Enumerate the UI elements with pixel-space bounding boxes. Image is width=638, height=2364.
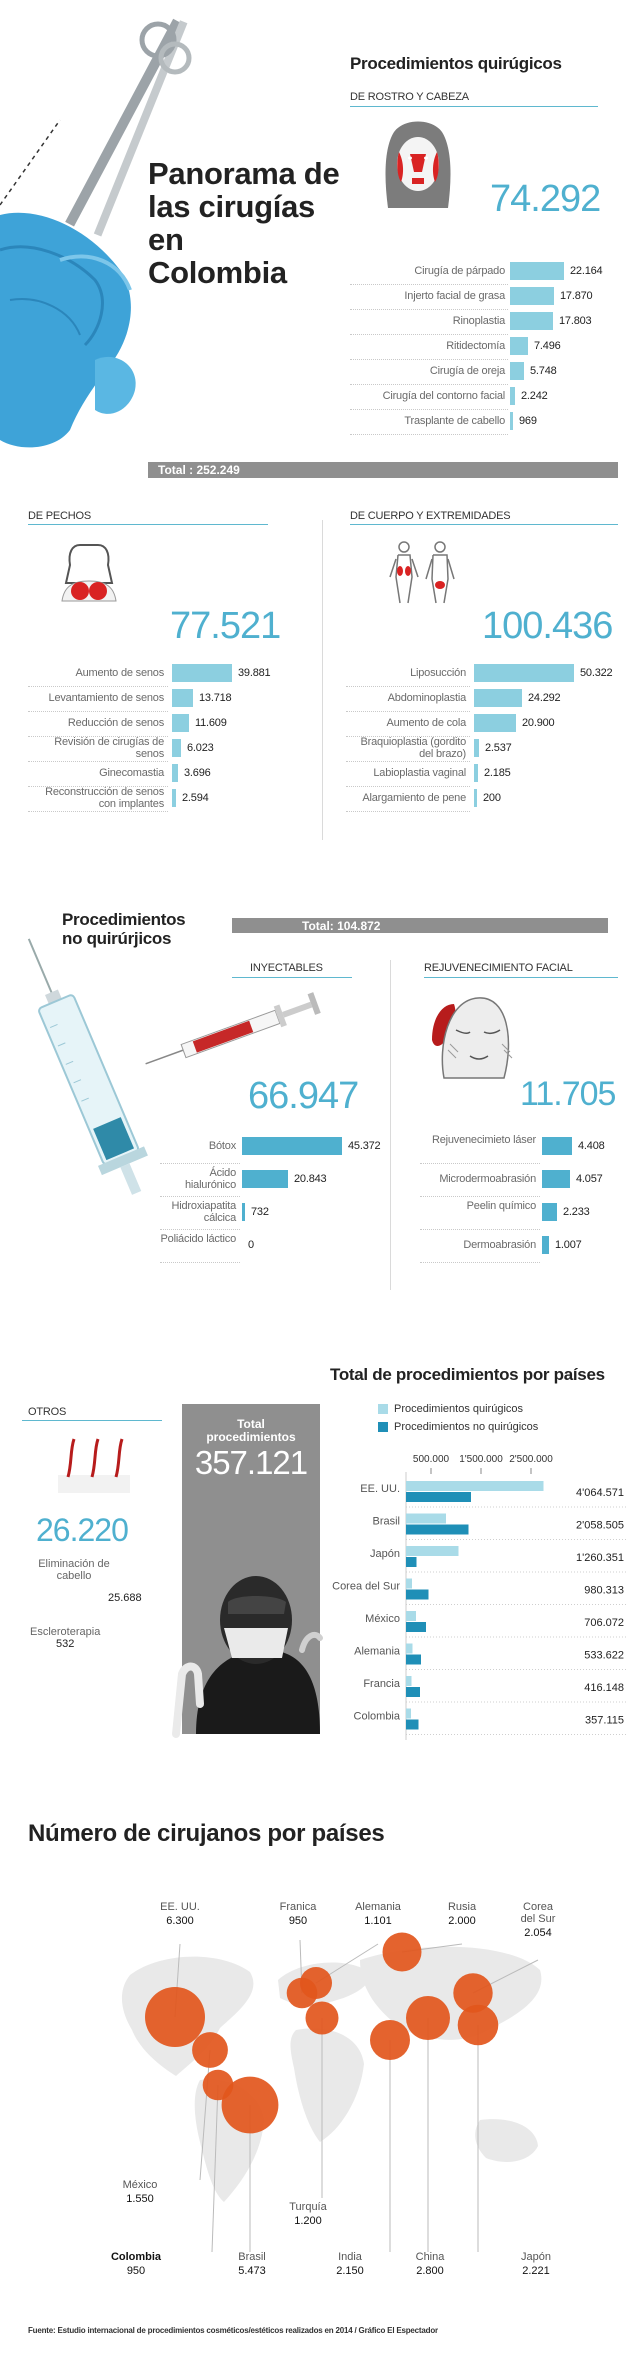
cuerpo-row-1-bar — [474, 664, 574, 682]
total-procedimientos-label — [182, 1418, 320, 1444]
map-label-2-value: 950 — [288, 1915, 308, 1927]
main-title-line-1: Panorama de — [148, 156, 340, 191]
paises-xtick-3: 2'500.000 — [509, 1454, 553, 1465]
inyectables-row-2-label: Ácido hialurónico — [184, 1167, 236, 1191]
cuerpo-row-1-separator — [346, 686, 470, 687]
pechos-row-1-separator — [28, 686, 168, 687]
inyectables-underline — [232, 977, 352, 978]
paises-title: Total de procedimientos por países — [330, 1365, 605, 1384]
pechos-cuerpo-divider — [322, 520, 323, 840]
cuerpo-row-1-label: Liposucción — [410, 667, 466, 679]
inyectables-row-4-value: 0 — [248, 1239, 254, 1251]
rostro-row-4-bar — [510, 337, 528, 355]
paises-bar-noquir-8 — [406, 1720, 419, 1730]
face-icon — [380, 118, 456, 210]
otros-item-1-label: Eliminación de cabello — [38, 1558, 110, 1582]
map-label-5-name: Corea del Sur — [520, 1901, 556, 1925]
rostro-section-label: DE ROSTRO Y CABEZA — [350, 91, 469, 103]
rejuvenecimiento-row-3-separator — [420, 1229, 540, 1230]
paises-category-1: EE. UU. — [360, 1483, 400, 1495]
pechos-row-6-label: Reconstrucción de senos con implantes — [45, 786, 164, 810]
pechos-row-4-value: 6.023 — [187, 742, 214, 754]
map-label-3-name: Alemania — [355, 1901, 401, 1913]
inyectables-row-3-separator — [160, 1229, 240, 1230]
cuerpo-row-6-separator — [346, 811, 470, 812]
map-label-12-value: 2.221 — [522, 2265, 550, 2277]
paises-category-7: Francia — [363, 1678, 400, 1690]
cuerpo-row-6-bar — [474, 789, 477, 807]
rejuvenecimiento-row-1-label: Rejuvenecimieto láser — [431, 1134, 536, 1146]
paises-bar-noquir-7 — [406, 1687, 420, 1697]
map-label-8-name: Colombia — [110, 2251, 162, 2263]
cuerpo-row-1-value: 50.322 — [580, 667, 613, 679]
cuerpo-row-3-bar — [474, 714, 516, 732]
total-procedimientos-panel — [182, 1404, 320, 1734]
inyectables-row-4-separator — [160, 1262, 240, 1263]
rostro-row-4-label: Ritidectomía — [446, 340, 505, 352]
inyectables-total: 66.947 — [248, 1075, 359, 1117]
cuerpo-row-3-label: Aumento de cola — [386, 717, 466, 729]
pechos-row-5-value: 3.696 — [184, 767, 211, 779]
cuerpo-total: 100.436 — [482, 605, 613, 647]
rostro-row-1-separator — [350, 284, 508, 285]
rejuvenecimiento-row-3-label: Peelin químico — [466, 1200, 536, 1212]
rejuvenecimiento-row-2-separator — [420, 1196, 540, 1197]
paises-category-6: Alemania — [354, 1645, 400, 1658]
pechos-row-1-value: 39.881 — [238, 667, 271, 679]
map-label-5-value: 2.054 — [524, 1927, 552, 1939]
rejuvenecimiento-row-4-bar — [542, 1236, 549, 1254]
rejuvenecimiento-row-2-bar — [542, 1170, 570, 1188]
map-label-6-value: 1.550 — [126, 2193, 154, 2205]
rejuvenecimiento-row-1-bar — [542, 1137, 572, 1155]
map-label-3-value: 1.101 — [364, 1915, 392, 1927]
map-label-1-name: EE. UU. — [160, 1901, 200, 1913]
paises-bar-quir-8 — [406, 1709, 411, 1719]
map-label-12-name: Japón — [521, 2251, 551, 2263]
map-label-7-name: Turquía — [289, 2201, 327, 2213]
pechos-row-6-value: 2.594 — [182, 792, 209, 804]
paises-total-6: 533.622 — [584, 1649, 624, 1662]
paises-total-3: 1'260.351 — [576, 1552, 624, 1564]
map-bubble-11 — [406, 1996, 450, 2040]
paises-xtick-1: 500.000 — [412, 1454, 450, 1465]
paises-category-4: Corea del Sur — [332, 1580, 400, 1593]
pechos-row-3-bar — [172, 714, 189, 732]
rostro-row-1-value: 22.164 — [570, 265, 603, 277]
paises-total-7: 416.148 — [584, 1682, 624, 1694]
pechos-total: 77.521 — [170, 605, 281, 647]
pechos-row-6-separator — [28, 811, 168, 812]
quirurgicos-total-bar — [148, 462, 618, 478]
rostro-row-1-bar — [510, 262, 564, 280]
paises-bar-quir-3 — [406, 1546, 459, 1556]
cuerpo-row-5-label: Labioplastia vaginal — [373, 767, 466, 779]
pechos-section-label: DE PECHOS — [28, 510, 91, 522]
paises-bar-noquir-4 — [406, 1590, 429, 1600]
pechos-row-2-label: Levantamiento de senos — [48, 692, 164, 704]
rostro-row-4-value: 7.496 — [534, 340, 561, 352]
cuerpo-row-4-bar — [474, 739, 479, 757]
map-label-2-name: Franica — [279, 1901, 317, 1913]
inyectables-section-label: INYECTABLES — [250, 962, 323, 974]
rostro-row-7-value: 969 — [519, 415, 537, 427]
rostro-row-2-label: Injerto facial de grasa — [404, 290, 505, 302]
legend-quir-label: Procedimientos quirúgicos — [394, 1403, 524, 1415]
inyectables-row-2-value: 20.843 — [294, 1173, 327, 1185]
rejuvenecimiento-section-label: REJUVENECIMIENTO FACIAL — [424, 962, 573, 974]
rostro-row-3-separator — [350, 334, 508, 335]
paises-total-5: 706.072 — [584, 1617, 624, 1629]
pechos-row-2-separator — [28, 711, 168, 712]
cuerpo-row-6-value: 200 — [483, 792, 501, 804]
map-label-6-name: México — [122, 2179, 158, 2191]
pechos-row-2-value: 13.718 — [199, 692, 232, 704]
paises-bar-quir-1 — [406, 1481, 544, 1491]
otros-item-1-value: 25.688 — [108, 1592, 142, 1604]
rejuvenecimiento-row-3-value: 2.233 — [563, 1206, 590, 1218]
map-bubble-1 — [145, 1987, 205, 2047]
rostro-row-6-bar — [510, 387, 515, 405]
map-bubble-6 — [192, 2032, 228, 2068]
paises-bar-noquir-2 — [406, 1525, 469, 1535]
rostro-row-3-label: Rinoplastia — [452, 315, 505, 327]
rejuvenecimiento-row-4-value: 1.007 — [555, 1239, 582, 1251]
cuerpo-underline — [350, 524, 618, 525]
quirurgicos-total-label: Total : 252.249 — [158, 463, 240, 477]
cuerpo-row-2-label: Abdominoplastia — [387, 692, 466, 704]
rostro-row-5-bar — [510, 362, 524, 380]
pechos-row-5-bar — [172, 764, 178, 782]
total-procedimientos-label-line-1: Total — [237, 1417, 265, 1431]
paises-bar-quir-7 — [406, 1676, 412, 1686]
map-bubble-9 — [222, 2077, 279, 2134]
paises-bar-quir-4 — [406, 1579, 412, 1589]
map-label-8-value: 950 — [126, 2265, 146, 2277]
paises-xtick-2: 1'500.000 — [459, 1454, 503, 1465]
cuerpo-row-2-separator — [346, 711, 470, 712]
rostro-row-5-separator — [350, 384, 508, 385]
otros-item-2-value: 532 — [56, 1638, 75, 1650]
no-quirurgicos-title-line-1: Procedimientos — [62, 910, 186, 929]
main-title-line-2: las cirugías en — [148, 189, 315, 257]
map-label-11-value: 2.800 — [416, 2265, 444, 2277]
hair-removal-icon — [58, 1435, 130, 1493]
pechos-row-4-bar — [172, 739, 181, 757]
cuerpo-row-2-bar — [474, 689, 522, 707]
torso-icon — [58, 543, 120, 603]
rostro-row-2-bar — [510, 287, 554, 305]
no-quirurgicos-total-label: Total: 104.872 — [302, 919, 381, 933]
map-bubble-12 — [458, 2005, 499, 2046]
pechos-row-4-label: Revisión de cirugías de senos — [54, 736, 164, 760]
main-title-line-3: Colombia — [148, 255, 287, 290]
map-label-10-value: 2.150 — [336, 2265, 364, 2277]
pechos-row-1-label: Aumento de senos — [75, 667, 164, 679]
rostro-row-7-separator — [350, 434, 508, 435]
rejuvenecimiento-row-4-label: Dermoabrasión — [463, 1239, 536, 1251]
paises-category-2: Brasil — [372, 1515, 400, 1528]
rejuvenecimiento-row-2-value: 4.057 — [576, 1173, 603, 1185]
map-label-4-name: Rusia — [447, 1901, 477, 1913]
rejuvenecimiento-row-1-value: 4.408 — [578, 1140, 605, 1152]
cirujanos-title: Número de cirujanos por países — [28, 1820, 385, 1847]
cirujanos-map — [0, 1880, 638, 2280]
rostro-row-3-value: 17.803 — [559, 315, 592, 327]
pechos-row-6-bar — [172, 789, 176, 807]
bodies-icon — [386, 541, 462, 605]
map-label-4-value: 2.000 — [448, 1915, 476, 1927]
rostro-row-6-separator — [350, 409, 508, 410]
cuerpo-section-label: DE CUERPO Y EXTREMIDADES — [350, 510, 511, 522]
paises-bar-noquir-1 — [406, 1492, 471, 1502]
rostro-row-7-label: Trasplante de cabello — [404, 415, 505, 427]
inyectables-row-2-bar — [242, 1170, 288, 1188]
otros-item-2-label: Escleroterapia — [30, 1626, 101, 1638]
rostro-row-1-label: Cirugía de párpado — [414, 265, 505, 277]
map-label-10-name: India — [338, 2251, 362, 2263]
footer-source: Fuente: Estudio internacional de procedimientos cosméticos/estéticos realizados en 2014 / Gráfico El Espectador — [28, 2326, 438, 2335]
paises-category-8: Colombia — [353, 1710, 400, 1723]
cuerpo-row-5-value: 2.185 — [484, 767, 511, 779]
paises-total-2: 2'058.505 — [576, 1519, 624, 1532]
rejuvenecimiento-row-4-separator — [420, 1262, 540, 1263]
no-quirurgicos-total-bar — [232, 918, 608, 933]
pechos-underline — [28, 524, 268, 525]
inyectables-row-1-separator — [160, 1163, 240, 1164]
cuerpo-row-4-value: 2.537 — [485, 742, 512, 754]
cuerpo-row-5-bar — [474, 764, 478, 782]
rostro-underline — [350, 106, 598, 107]
paises-bar-chart — [332, 1450, 630, 1740]
paises-bar-noquir-5 — [406, 1622, 426, 1632]
inyectables-row-3-value: 732 — [251, 1206, 269, 1218]
inyectables-row-1-value: 45.372 — [348, 1140, 381, 1152]
rostro-row-2-separator — [350, 309, 508, 310]
paises-bar-quir-2 — [406, 1514, 446, 1524]
map-label-11-name: China — [415, 2251, 445, 2263]
paises-bar-quir-6 — [406, 1644, 413, 1654]
map-bubble-7 — [306, 2002, 339, 2035]
rejuvenecimiento-row-3-bar — [542, 1203, 557, 1221]
pechos-row-4-separator — [28, 761, 168, 762]
map-bubble-3 — [300, 1967, 332, 1999]
cuerpo-row-6-label: Alargamiento de pene — [362, 792, 466, 804]
paises-category-3: Japón — [370, 1548, 400, 1560]
total-procedimientos-value: 357.121 — [194, 1444, 308, 1481]
map-label-9-name: Brasil — [238, 2251, 266, 2263]
paises-category-5: México — [365, 1613, 400, 1625]
cuerpo-row-3-value: 20.900 — [522, 717, 555, 729]
surgeon-illustration — [156, 1554, 320, 1734]
small-syringe-icon — [140, 990, 326, 1074]
legend-noquir-swatch — [378, 1422, 388, 1432]
rejuvenecimiento-total: 11.705 — [520, 1075, 616, 1113]
rostro-row-2-value: 17.870 — [560, 290, 593, 302]
inyectables-row-1-label: Bótox — [208, 1140, 236, 1152]
rostro-row-7-bar — [510, 412, 513, 430]
no-quirurgicos-title-line-2: no quirúrjicos — [62, 929, 172, 948]
rostro-row-6-label: Cirugía del contorno facial — [382, 390, 505, 402]
paises-bar-quir-5 — [406, 1611, 416, 1621]
map-label-1-value: 6.300 — [166, 1915, 194, 1927]
cuerpo-row-4-label: Braquioplastia (gordito del brazo) — [360, 736, 466, 760]
rostro-row-5-value: 5.748 — [530, 365, 557, 377]
map-bubble-4 — [383, 1933, 422, 1972]
rostro-row-5-label: Cirugía de oreja — [429, 365, 505, 377]
paises-total-8: 357.115 — [585, 1714, 624, 1727]
rejuvenecimiento-row-1-separator — [420, 1163, 540, 1164]
paises-bar-noquir-3 — [406, 1557, 417, 1567]
legend-quir-swatch — [378, 1404, 388, 1414]
inyectables-row-2-separator — [160, 1196, 240, 1197]
otros-section-label: OTROS — [28, 1406, 67, 1418]
rejuvenecimiento-row-2-label: Microdermoabrasión — [439, 1173, 536, 1185]
cuerpo-row-4-separator — [346, 761, 470, 762]
pechos-row-5-label: Ginecomastia — [99, 767, 164, 779]
rostro-row-4-separator — [350, 359, 508, 360]
legend-noquir-label: Procedimientos no quirúgicos — [394, 1421, 539, 1433]
pechos-row-3-label: Reducción de senos — [67, 717, 164, 729]
map-label-7-value: 1.200 — [294, 2215, 322, 2227]
rostro-total: 74.292 — [490, 178, 601, 220]
inyectables-row-1-bar — [242, 1137, 342, 1155]
total-procedimientos-label-line-2: procedimientos — [206, 1430, 296, 1444]
pechos-row-2-bar — [172, 689, 193, 707]
map-label-9-value: 5.473 — [238, 2265, 266, 2277]
paises-total-4: 980.313 — [584, 1584, 624, 1597]
rejuvenecimiento-underline — [424, 977, 618, 978]
inyectables-row-3-bar — [242, 1203, 245, 1221]
inyectables-row-4-label: Poliácido láctico — [160, 1233, 236, 1245]
otros-total: 26.220 — [36, 1512, 128, 1548]
map-bubble-10 — [370, 2020, 410, 2060]
pechos-row-3-value: 11.609 — [195, 717, 227, 729]
quirurgicos-title: Procedimientos quirúgicos — [350, 54, 562, 73]
paises-total-1: 4'064.571 — [576, 1487, 624, 1499]
rostro-row-6-value: 2.242 — [521, 390, 548, 402]
paises-bar-noquir-6 — [406, 1655, 421, 1665]
rejuvenation-face-icon — [424, 990, 520, 1080]
rostro-row-3-bar — [510, 312, 553, 330]
no-quirurgicos-divider — [390, 960, 391, 1290]
cuerpo-row-2-value: 24.292 — [528, 692, 561, 704]
inyectables-row-3-label: Hidroxiapatita cálcica — [171, 1200, 236, 1224]
main-title — [148, 157, 348, 289]
otros-underline — [22, 1420, 162, 1421]
pechos-row-1-bar — [172, 664, 232, 682]
cuerpo-row-5-separator — [346, 786, 470, 787]
